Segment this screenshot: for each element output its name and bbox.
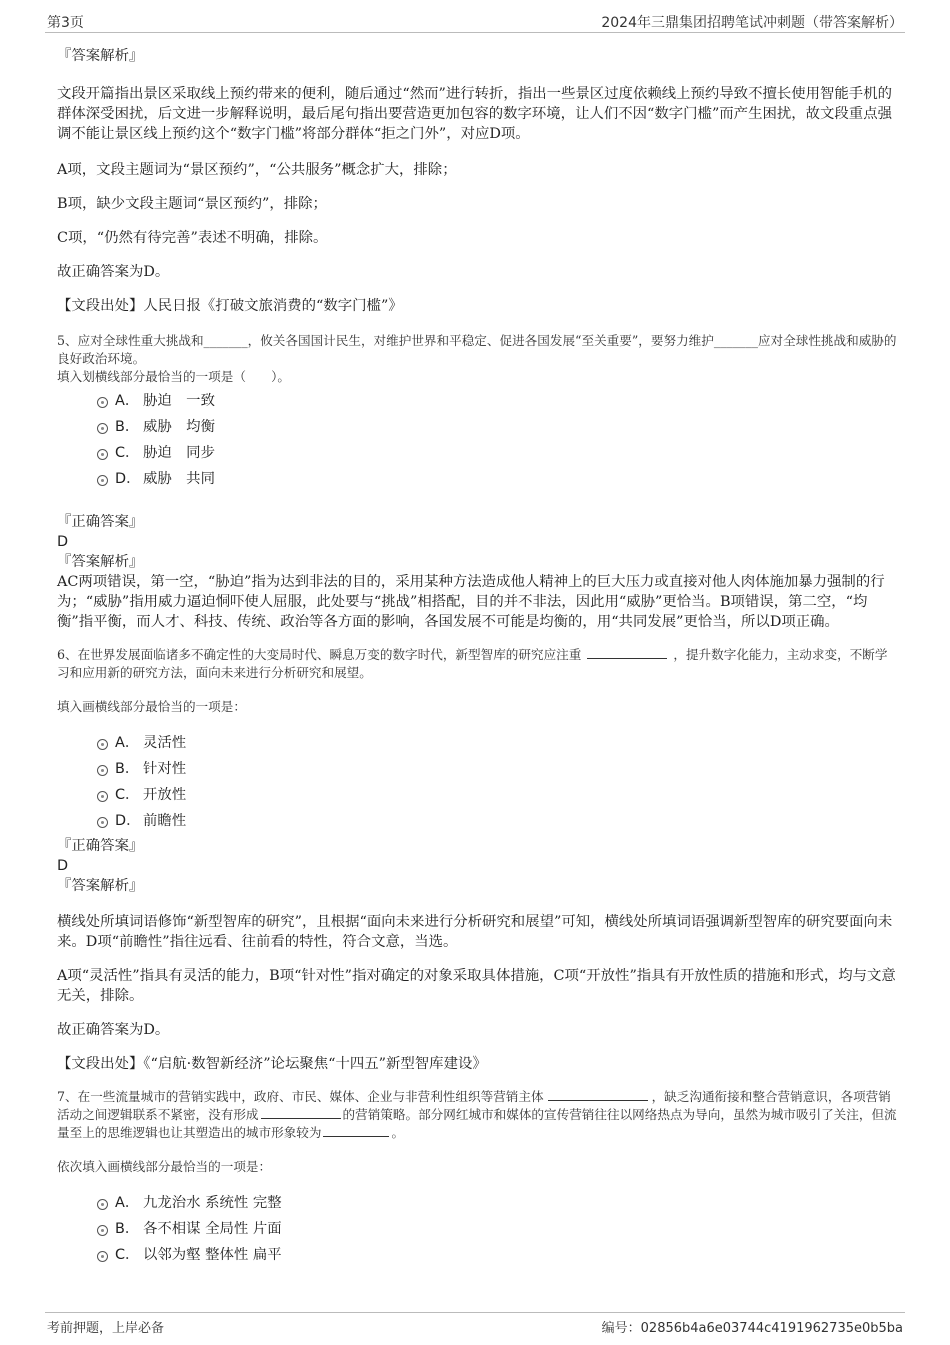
q6-option-a[interactable]: A． 灵活性 [57, 730, 897, 756]
q5-answer: D [57, 534, 69, 550]
page-footer [45, 1312, 905, 1339]
q7-question: 7、在一些流量城市的营销实践中，政府、市民、媒体、企业与非营利性组织等营销主体 ，缺乏沟通衔接和整合营销意识，各项营销活动之间逻辑联系不紧密，没有形成 的营销策略。部分网红城市和媒体的宣传营销往往以网络热点为导向，虽然为城市吸引了关注，但流量至上的思维逻辑也让其塑造出的城市形象较为 。 [57, 1089, 897, 1140]
footer-slogan: 考前押题，上岸必备 [47, 1321, 165, 1336]
page-header [45, 10, 905, 33]
radio-icon[interactable] [97, 765, 108, 776]
q6-answer-label: 『正确答案』 [57, 838, 144, 854]
q5-option-b[interactable]: B． 威胁 均衡 [57, 414, 897, 440]
radio-icon[interactable] [97, 791, 108, 802]
q5-option-c[interactable]: C． 胁迫 同步 [57, 440, 897, 466]
radio-icon[interactable] [97, 1199, 108, 1210]
radio-icon[interactable] [97, 1225, 108, 1236]
q4-analysis-para4: C项，“仍然有待完善”表述不明确，排除。 [57, 230, 328, 246]
q7-instruction: 依次填入画横线部分最恰当的一项是： [57, 1159, 272, 1174]
document-id: 编号：02856b4a6e03744c4191962735e0b5ba [601, 1321, 903, 1336]
answer-blank [548, 1088, 648, 1101]
page-content [57, 44, 897, 1268]
radio-icon[interactable] [97, 475, 108, 486]
q5-instruction: 填入划横线部分最恰当的一项是（ ）。 [57, 369, 290, 384]
q5-analysis: AC两项错误，第一空，“胁迫”指为达到非法的目的，采用某种方法造成他人精神上的巨大压力或直接对他人肉体施加暴力强制的行为；“威胁”指用威力逼迫恫吓使人屈服，此处要与“挑战”相搭配，目的并不非法，因此用“威胁”更恰当。B项错误，第二空，“均衡”指平衡，而人才、科技、传统、政治等各方面的影响，各国发展不可能是均衡的，用“共同发展”更恰当，所以D项正确。 [57, 574, 885, 630]
q6-analysis-para1: 横线处所填词语修饰“新型智库的研究”，且根据“面向未来进行分析研究和展望”可知，横线处所填词语强调新型智库的研究要面向未来。D项“前瞻性”指往远看、往前看的特性，符合文意，当选。 [57, 914, 893, 950]
q6-analysis-para2: A项“灵活性”指具有灵活的能力，B项“针对性”指对确定的对象采取具体措施，C项“开放性”指具有开放性质的措施和形式，均与文意无关，排除。 [57, 968, 896, 1004]
radio-icon[interactable] [97, 817, 108, 828]
answer-blank [323, 1124, 389, 1137]
radio-icon[interactable] [97, 397, 108, 408]
q5-analysis-label: 『答案解析』 [57, 554, 144, 570]
document-title: 2024年三鼎集团招聘笔试冲刺题（带答案解析） [601, 15, 903, 31]
q4-analysis-label: 『答案解析』 [57, 48, 144, 64]
q7-option-c[interactable]: C． 以邻为壑 整体性 扁平 [57, 1242, 897, 1268]
q6-answer: D [57, 858, 69, 874]
answer-blank [587, 646, 667, 659]
q5-option-a[interactable]: A． 胁迫 一致 [57, 388, 897, 414]
q4-source: 【文段出处】人民日报《打破文旅消费的“数字门槛”》 [57, 298, 403, 314]
answer-blank [261, 1106, 341, 1119]
q5-option-d[interactable]: D． 威胁 共同 [57, 466, 897, 492]
q6-option-d[interactable]: D． 前瞻性 [57, 808, 897, 834]
q7-options [57, 1190, 897, 1268]
radio-icon[interactable] [97, 1251, 108, 1262]
q6-source: 【文段出处】《“启航·数智新经济”论坛聚焦“十四五”新型智库建设》 [57, 1056, 487, 1072]
q6-analysis-para3: 故正确答案为D。 [57, 1022, 170, 1038]
q4-analysis-para1: 文段开篇指出景区采取线上预约带来的便利，随后通过“然而”进行转折，指出一些景区过度依赖线上预约导致不擅长使用智能手机的群体深受困扰，后文进一步解释说明，最后尾句指出要营造更加包容的数字环境，让人们不因“数字门槛”而产生困扰，故文段重点强调不能让景区线上预约这个“数字门槛”将部分群体“拒之门外”，对应D项。 [57, 86, 892, 142]
q4-analysis-para5: 故正确答案为D。 [57, 264, 170, 280]
q4-analysis-para2: A项，文段主题词为“景区预约”，“公共服务”概念扩大，排除； [57, 162, 457, 178]
q5-answer-label: 『正确答案』 [57, 514, 144, 530]
q6-option-c[interactable]: C． 开放性 [57, 782, 897, 808]
page-number: 第3页 [47, 15, 84, 31]
q7-option-b[interactable]: B． 各不相谋 全局性 片面 [57, 1216, 897, 1242]
q7-option-a[interactable]: A． 九龙治水 系统性 完整 [57, 1190, 897, 1216]
q5-options [57, 388, 897, 492]
radio-icon[interactable] [97, 423, 108, 434]
q6-question: 6、在世界发展面临诸多不确定性的大变局时代、瞬息万变的数字时代，新型智库的研究应注重 ，提升数字化能力，主动求变，不断学习和应用新的研究方法，面向未来进行分析研究和展望。 [57, 647, 888, 680]
q6-options [57, 730, 897, 834]
radio-icon[interactable] [97, 449, 108, 460]
radio-icon[interactable] [97, 739, 108, 750]
q5-question: 5、应对全球性重大挑战和_______，攸关各国国计民生，对维护世界和平稳定、促进各国发展“至关重要”，要努力维护_______应对全球性挑战和威胁的良好政治环境。 [57, 333, 897, 366]
q6-analysis-label: 『答案解析』 [57, 878, 144, 894]
q4-analysis-para3: B项，缺少文段主题词“景区预约”，排除； [57, 196, 327, 212]
q6-instruction: 填入画横线部分最恰当的一项是： [57, 699, 246, 714]
q6-option-b[interactable]: B． 针对性 [57, 756, 897, 782]
